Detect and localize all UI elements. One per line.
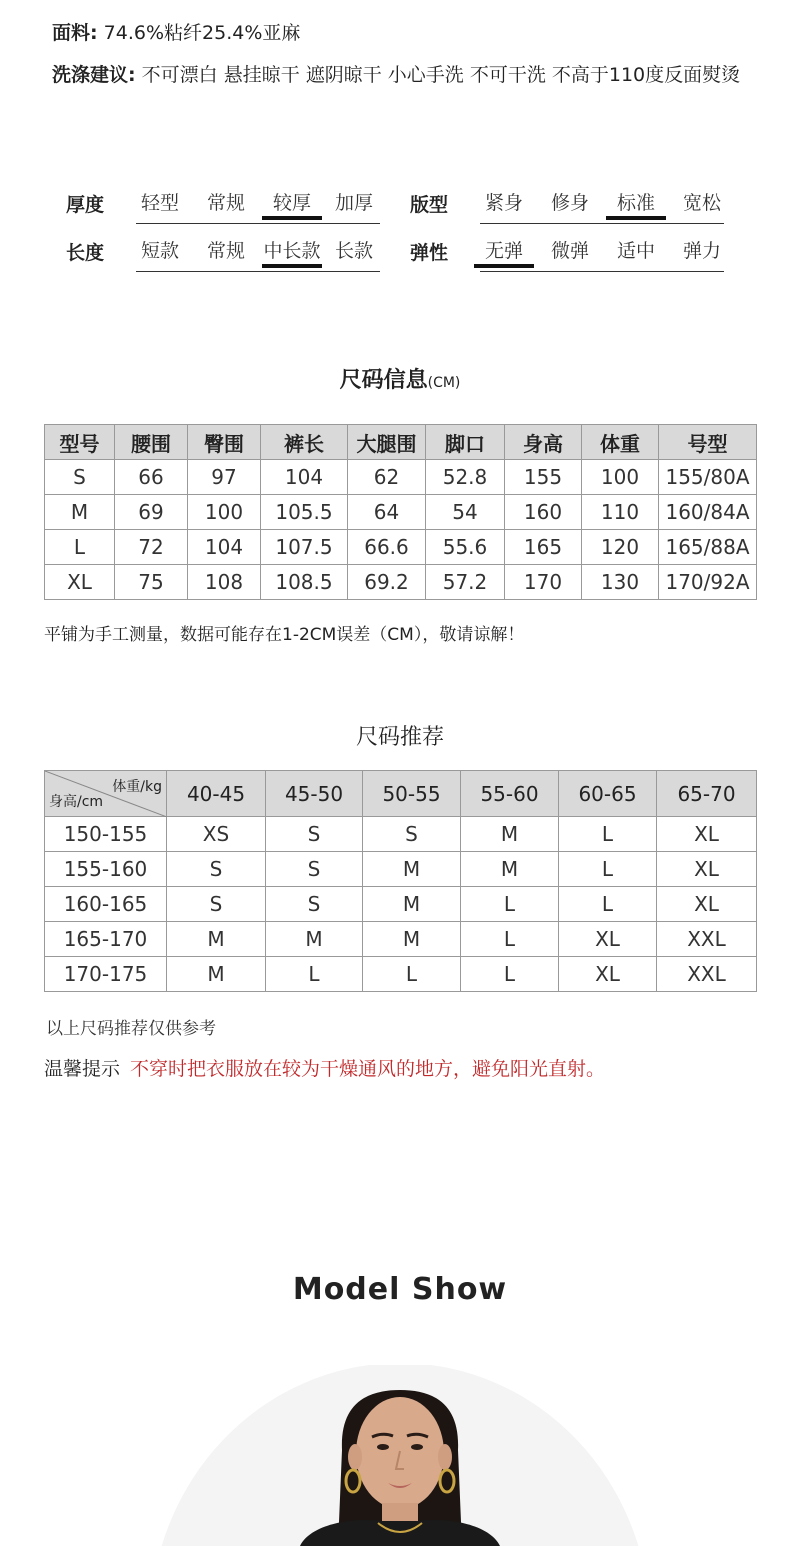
wash-label: 洗涤建议: (52, 64, 136, 86)
attr-option-selected: 无弹 (474, 236, 534, 263)
table-row (45, 957, 757, 992)
attr-label-elasticity: 弹性 (410, 242, 449, 264)
size-cell: S (167, 887, 266, 922)
table-cell: 170/92A (659, 565, 757, 600)
table-row (45, 495, 757, 530)
table-cell: 69.2 (348, 565, 426, 600)
weight-header: 60-65 (559, 771, 657, 817)
care-tips (44, 1054, 605, 1081)
fabric-line (52, 18, 300, 45)
table-cell: 160 (505, 495, 582, 530)
height-cell: 155-160 (45, 852, 167, 887)
size-cell: S (363, 817, 461, 852)
size-info-unit: (CM) (427, 375, 461, 391)
table-cell: 69 (115, 495, 188, 530)
table-cell: S (45, 460, 115, 495)
table-cell: 100 (188, 495, 261, 530)
attr-options-fit (480, 184, 724, 224)
attr-option: 弹力 (682, 240, 721, 262)
weight-header: 50-55 (363, 771, 461, 817)
table-cell: 165/88A (659, 530, 757, 565)
size-cell: XL (559, 922, 657, 957)
attr-option: 宽松 (682, 192, 721, 214)
weight-header: 55-60 (461, 771, 559, 817)
size-cell: L (559, 852, 657, 887)
model-show-title: Model Show (292, 1272, 508, 1307)
attr-label-thickness: 厚度 (66, 194, 105, 216)
size-cell: S (266, 852, 363, 887)
size-info-table (44, 424, 757, 600)
size-cell: XL (559, 957, 657, 992)
table-cell: 72 (115, 530, 188, 565)
table-cell: 105.5 (261, 495, 348, 530)
header-cell: 大腿围 (348, 425, 426, 460)
attr-label-length: 长度 (66, 242, 105, 264)
attr-option: 紧身 (484, 192, 523, 214)
size-rec-note: 以上尺码推荐仅供参考 (46, 1019, 216, 1039)
table-cell: 52.8 (426, 460, 505, 495)
attr-option: 适中 (616, 240, 655, 262)
weight-header: 40-45 (167, 771, 266, 817)
attr-option-selected: 较厚 (262, 188, 322, 215)
header-cell: 裤长 (261, 425, 348, 460)
size-cell: S (167, 852, 266, 887)
size-cell: XXL (657, 922, 757, 957)
size-rec-header-row (45, 771, 757, 817)
table-cell: 110 (582, 495, 659, 530)
tips-label: 温馨提示 (44, 1058, 121, 1080)
table-cell: 62 (348, 460, 426, 495)
size-cell: M (167, 922, 266, 957)
height-cell: 160-165 (45, 887, 167, 922)
height-cell: 165-170 (45, 922, 167, 957)
wash-line (52, 56, 772, 94)
header-cell: 型号 (45, 425, 115, 460)
table-cell: 100 (582, 460, 659, 495)
size-cell: XL (657, 817, 757, 852)
size-rec-table (44, 770, 757, 992)
wash-value: 不可漂白 悬挂晾干 遮阴晾干 小心手洗 不可干洗 不高于110度反面熨烫 (141, 64, 741, 86)
size-cell: M (363, 852, 461, 887)
table-row (45, 565, 757, 600)
attr-option: 微弹 (550, 240, 589, 262)
header-cell: 脚口 (426, 425, 505, 460)
header-cell: 体重 (582, 425, 659, 460)
model-photo (150, 1365, 650, 1546)
table-row (45, 887, 757, 922)
attr-option: 轻型 (140, 192, 179, 214)
table-cell: 55.6 (426, 530, 505, 565)
size-cell: XXL (657, 957, 757, 992)
table-row (45, 460, 757, 495)
size-cell: L (559, 887, 657, 922)
tips-text: 不穿时把衣服放在较为干燥通风的地方，避免阳光直射。 (130, 1058, 606, 1080)
table-cell: 64 (348, 495, 426, 530)
size-info-title (0, 363, 800, 394)
attr-option: 修身 (550, 192, 589, 214)
header-cell: 腰围 (115, 425, 188, 460)
table-cell: XL (45, 565, 115, 600)
table-cell: 155/80A (659, 460, 757, 495)
table-cell: 108 (188, 565, 261, 600)
table-cell: 107.5 (261, 530, 348, 565)
table-cell: L (45, 530, 115, 565)
size-cell: L (461, 887, 559, 922)
attr-option: 常规 (206, 240, 245, 262)
table-cell: 66 (115, 460, 188, 495)
table-cell: 75 (115, 565, 188, 600)
attr-option-selected: 标准 (606, 188, 666, 215)
table-cell: 57.2 (426, 565, 505, 600)
size-cell: XL (657, 852, 757, 887)
size-cell: XL (657, 887, 757, 922)
table-row (45, 530, 757, 565)
size-info-title-text: 尺码信息 (339, 368, 428, 393)
attr-options-thickness (136, 184, 380, 224)
size-cell: S (266, 817, 363, 852)
size-cell: L (559, 817, 657, 852)
table-cell: 66.6 (348, 530, 426, 565)
table-cell: 170 (505, 565, 582, 600)
size-info-header-row (45, 425, 757, 460)
model-illustration (150, 1365, 650, 1546)
corner-height-label: 身高/cm (49, 794, 104, 810)
table-cell: M (45, 495, 115, 530)
attr-options-elasticity (480, 232, 724, 272)
table-cell: 120 (582, 530, 659, 565)
table-cell: 54 (426, 495, 505, 530)
height-cell: 150-155 (45, 817, 167, 852)
fabric-label: 面料: (52, 22, 98, 44)
header-cell: 身高 (505, 425, 582, 460)
attr-option: 短款 (140, 240, 179, 262)
header-cell: 号型 (659, 425, 757, 460)
measurement-note: 平铺为手工测量，数据可能存在1-2CM误差（CM），敬请谅解！ (44, 625, 525, 645)
size-cell: M (461, 817, 559, 852)
fabric-value: 74.6%粘纤25.4%亚麻 (103, 22, 301, 44)
size-cell: L (363, 957, 461, 992)
table-row (45, 817, 757, 852)
corner-weight-label: 体重/kg (112, 779, 162, 795)
header-cell: 臀围 (188, 425, 261, 460)
table-cell: 160/84A (659, 495, 757, 530)
attr-label-fit: 版型 (410, 194, 449, 216)
attr-option-selected: 中长款 (262, 236, 322, 263)
size-cell: M (461, 852, 559, 887)
size-cell: XS (167, 817, 266, 852)
size-cell: M (363, 887, 461, 922)
table-cell: 108.5 (261, 565, 348, 600)
attr-options-length (136, 232, 380, 272)
table-cell: 104 (261, 460, 348, 495)
size-rec-title: 尺码推荐 (355, 725, 444, 750)
attr-option: 长款 (334, 240, 373, 262)
table-cell: 130 (582, 565, 659, 600)
table-cell: 165 (505, 530, 582, 565)
corner-cell (45, 771, 167, 817)
attr-option: 加厚 (334, 192, 373, 214)
table-cell: 97 (188, 460, 261, 495)
weight-header: 45-50 (266, 771, 363, 817)
attr-option: 常规 (206, 192, 245, 214)
size-cell: S (266, 887, 363, 922)
size-cell: L (461, 922, 559, 957)
size-cell: L (266, 957, 363, 992)
size-cell: M (266, 922, 363, 957)
table-cell: 104 (188, 530, 261, 565)
size-cell: M (363, 922, 461, 957)
size-cell: M (167, 957, 266, 992)
size-cell: L (461, 957, 559, 992)
height-cell: 170-175 (45, 957, 167, 992)
table-row (45, 852, 757, 887)
table-row (45, 922, 757, 957)
table-cell: 155 (505, 460, 582, 495)
weight-header: 65-70 (657, 771, 757, 817)
